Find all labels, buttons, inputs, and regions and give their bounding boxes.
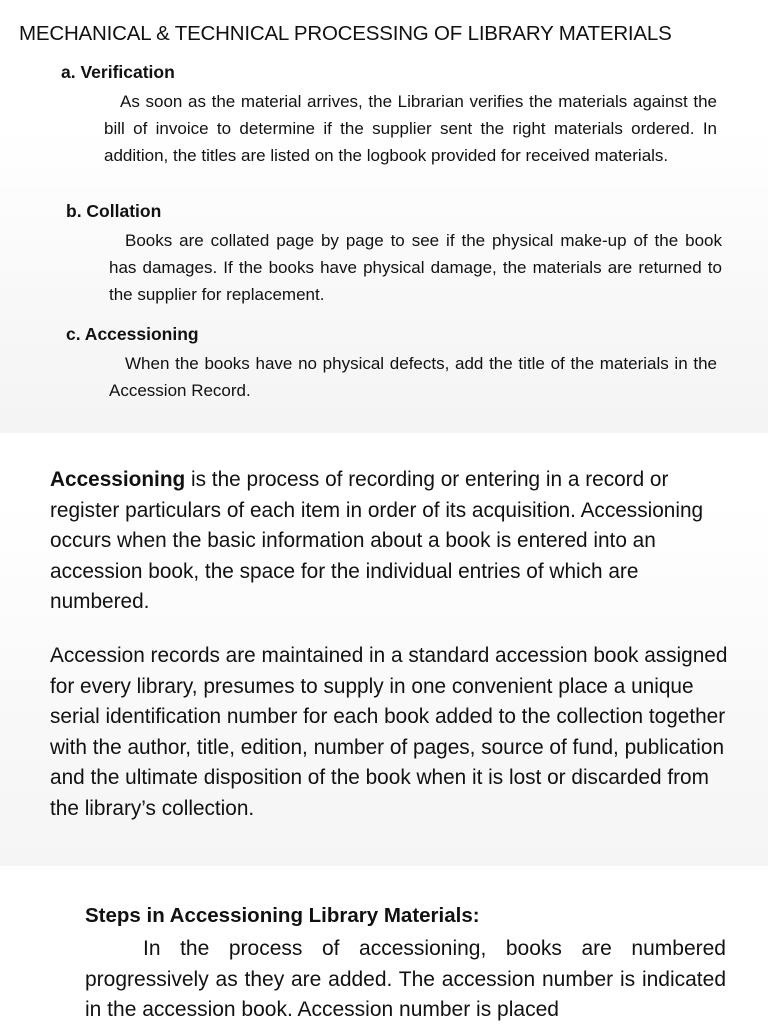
page-title: MECHANICAL & TECHNICAL PROCESSING OF LIBRARY MATERIALS [19,22,672,45]
section-heading-collation: b. Collation [66,201,162,221]
steps-text: In the process of accessioning, books are numbered progressively as they are added. The accession number is indicated in the accession book. Accession number is placed [85,937,726,1021]
slide-accessioning-steps [0,866,768,1024]
section-body-verification [104,88,717,169]
definition-term: Accessioning [50,468,186,491]
steps-heading: Steps in Accessioning Library Materials: [85,904,480,927]
accessioning-text: When the books have no physical defects, add the title of the materials in the Accession Record. [109,354,717,400]
section-heading-accessioning: c. Accessioning [66,324,199,344]
collation-text: Books are collated page by page to see if the physical make-up of the book has damages. If the books have physical damage, the materials are returned to the supplier for replacement. [109,231,722,304]
steps-body [85,934,726,1026]
section-body-collation [109,227,722,308]
verification-text: As soon as the material arrives, the Librarian verifies the materials against the bill of invoice to determine if the supplier sent the right materials ordered. In addition, the titles are listed on the logbook provided for received materials. [104,92,717,165]
slide-accessioning-definition [0,433,768,866]
definition-text: is the process of recording or entering in a record or register particulars of each item in order of its acquisition. Accessioning occurs when the basic information about a book is entered into an accession book, the space for the individual entries of which are numbered. [50,468,704,614]
section-heading-verification: a. Verification [61,62,175,82]
accession-records-paragraph: Accession records are maintained in a standard accession book assigned for every library, presumes to supply in one convenient place a unique serial identification number for each book added to the collection together with the author, title, edition, number of pages, source of fund, publication and the ultimate disposition of the book when it is lost or discarded from the library’s collection. [50,644,728,820]
slide-processing-overview [0,0,768,433]
section-body-accessioning [109,350,717,404]
definition-paragraph [50,465,740,618]
